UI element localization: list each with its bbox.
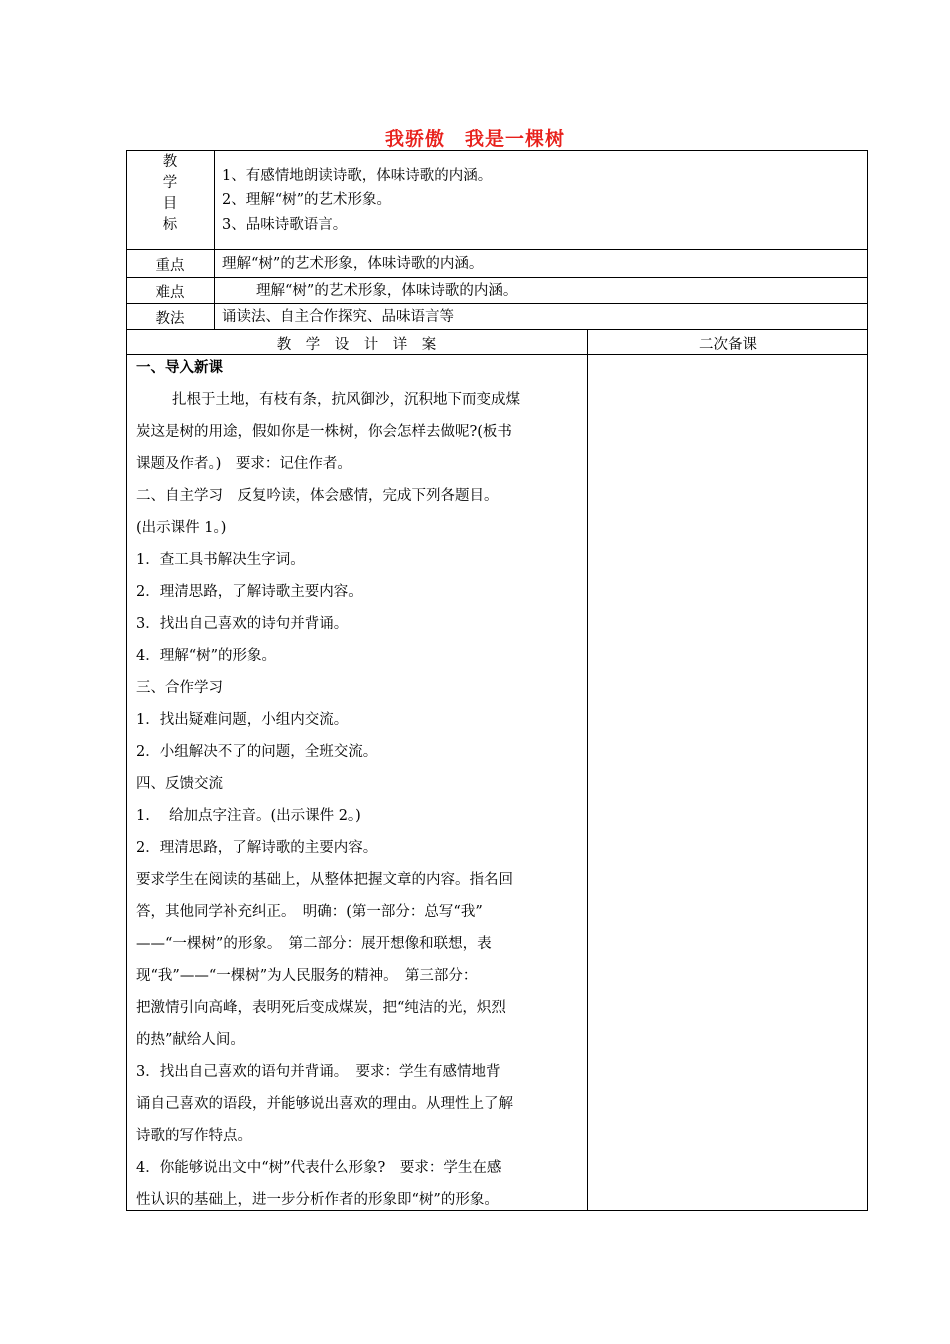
- plan-line: 性认识的基础上，进一步分析作者的形象即“树”的形象。: [136, 1192, 499, 1208]
- section-heading: 四、反馈交流: [136, 776, 223, 792]
- plan-line: 2．小组解决不了的问题，全班交流。: [136, 744, 378, 760]
- goals-label-char: 目: [162, 196, 178, 212]
- section-heading: 一、导入新课: [136, 360, 223, 376]
- plan-line: 炭这是树的用途，假如你是一株树，你会怎样去做呢?(板书: [136, 424, 512, 440]
- plan-line: 2．理清思路，了解诗歌的主要内容。: [136, 840, 378, 856]
- plan-line: 1．查工具书解决生字词。: [136, 552, 305, 568]
- section-heading: 三、合作学习: [136, 680, 223, 696]
- secondary-column-divider: [587, 329, 588, 1211]
- plan-line: 诗歌的写作特点。: [136, 1128, 252, 1144]
- plan-line: 要求学生在阅读的基础上，从整体把握文章的内容。指名回: [136, 872, 513, 888]
- plan-line: 课题及作者。) 要求：记住作者。: [136, 456, 352, 472]
- difficulty-text: 理解“树”的艺术形象，体味诗歌的内涵。: [256, 283, 518, 299]
- difficulty-label: 难点: [155, 285, 185, 301]
- goal-item: 1、有感情地朗读诗歌，体味诗歌的内涵。: [222, 168, 493, 184]
- method-text: 诵读法、自主合作探究、品味语言等: [222, 309, 454, 325]
- plan-line: 扎根于土地，有枝有条，抗风御沙，沉积地下而变成煤: [172, 392, 520, 408]
- page-title: 我骄傲 我是一棵树: [384, 128, 565, 150]
- key-point-label: 重点: [155, 258, 185, 274]
- plan-line: 3．找出自己喜欢的诗句并背诵。: [136, 616, 349, 632]
- method-label: 教法: [155, 311, 185, 327]
- secondary-column-header: 二次备课: [699, 337, 757, 353]
- plan-line: 3．找出自己喜欢的语句并背诵。 要求：学生有感情地背: [136, 1064, 501, 1080]
- plan-line: 1. 给加点字注音。(出示课件 2。): [136, 808, 361, 824]
- plan-line: (出示课件 1。): [136, 520, 227, 536]
- plan-line: 答，其他同学补充纠正。 明确：(第一部分：总写“我”: [136, 904, 483, 920]
- goals-label-char: 教: [162, 154, 178, 170]
- plan-line: 现“我”——“一棵树”为人民服务的精神。 第三部分：: [136, 968, 478, 984]
- plan-line: 诵自己喜欢的语段，并能够说出喜欢的理由。从理性上了解: [136, 1096, 513, 1112]
- plan-line: 把激情引向高峰，表明死后变成煤炭，把“纯洁的光，炽烈: [136, 1000, 506, 1016]
- goals-label-char: 学: [162, 175, 178, 191]
- plan-line: ——“一棵树”的形象。 第二部分：展开想像和联想，表: [136, 936, 492, 952]
- goal-item: 3、品味诗歌语言。: [222, 217, 348, 233]
- lesson-plan-body: [136, 0, 580, 1344]
- goals-label-char: 标: [162, 217, 178, 233]
- design-column-header: 教 学 设 计 详 案: [276, 337, 437, 353]
- plan-line: 的热”献给人间。: [136, 1032, 245, 1048]
- plan-line: 1．找出疑难问题，小组内交流。: [136, 712, 349, 728]
- goal-item: 2、理解“树”的艺术形象。: [222, 192, 392, 208]
- key-point-text: 理解“树”的艺术形象，体味诗歌的内涵。: [222, 256, 484, 272]
- plan-line: 4．你能够说出文中“树”代表什么形象? 要求：学生在感: [136, 1160, 502, 1176]
- plan-line: 2．理清思路，了解诗歌主要内容。: [136, 584, 363, 600]
- plan-line: 4．理解“树”的形象。: [136, 648, 277, 664]
- section-heading: 二、自主学习 反复吟读，体会感情，完成下列各题目。: [136, 488, 499, 504]
